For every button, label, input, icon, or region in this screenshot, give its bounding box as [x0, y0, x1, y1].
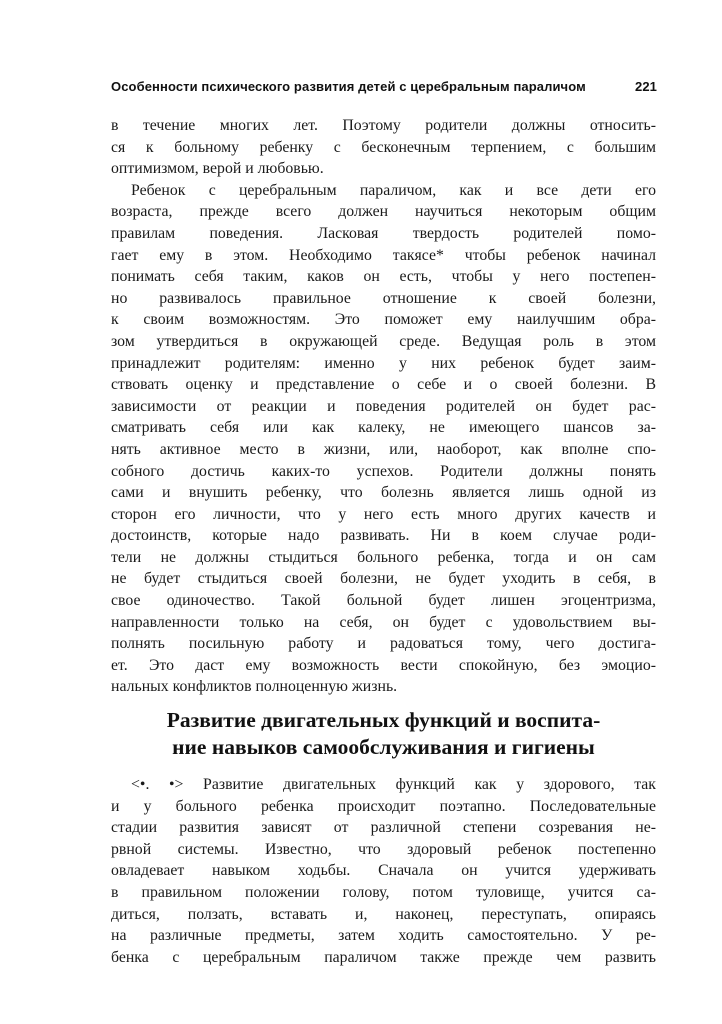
text-line: тели не должны стыдиться больного ребенка, тогда и он сам	[111, 548, 656, 566]
text-line: ся к больному ребенку с бесконечным терпением, с большим	[111, 138, 656, 156]
text-line: гает ему в этом. Необходимо такясе* чтобы ребенок начинал	[111, 246, 656, 264]
body-text-top	[111, 115, 656, 698]
text-line: нальных конфликтов полноценную жизнь.	[111, 678, 398, 696]
text-line: к своим возможностям. Это поможет ему наилучшим обра-	[111, 311, 656, 329]
section-heading-line: Развитие двигательных функций и воспита-	[166, 708, 601, 732]
text-line: сматривать себя или как калеку, не имеющего шансов за-	[111, 419, 656, 437]
text-line: правилам поведения. Ласковая твердость родителей помо-	[111, 224, 656, 242]
text-line: стадии развития зависят от различной степени созревания не-	[111, 819, 656, 837]
text-line: зом утвердиться в окружающей среде. Ведущая роль в этом	[111, 332, 656, 350]
running-header-title: Особенности психического развития детей с церебральным параличом	[111, 79, 586, 94]
body-text-bottom	[111, 774, 656, 968]
text-line: ет. Это даст ему возможность вести спокойную, без эмоцио-	[111, 656, 656, 674]
text-line: в правильном положении голову, потом туловище, учится са-	[111, 883, 656, 901]
text-line: собного достичь каких-то успехов. Родители должны понять	[111, 462, 656, 480]
text-line: принадлежит родителям: именно у них ребенок будет заим-	[111, 354, 656, 372]
text-line: в течение многих лет. Поэтому родители должны относить-	[111, 117, 656, 134]
text-line: не будет стыдиться своей болезни, не будет уходить в себя, в	[111, 570, 656, 588]
section-heading	[111, 707, 656, 761]
text-line: возраста, прежде всего должен научиться некоторым общим	[111, 203, 656, 221]
text-line: и у больного ребенка происходит поэтапно. Последовательные	[111, 797, 656, 815]
text-line: понимать себя таким, каков он есть, чтобы у него постепен-	[111, 268, 656, 286]
text-line: свое одиночество. Такой больной будет лишен эгоцентризма,	[111, 592, 656, 610]
text-line: зависимости от реакции и поведения родителей он будет рас-	[111, 397, 656, 415]
text-line: оптимизмом, верой и любовью.	[111, 160, 324, 178]
text-line: овладевает навыком ходьбы. Сначала он учится удерживать	[111, 862, 656, 880]
page-number: 221	[635, 79, 657, 94]
text-line: диться, ползать, вставать и, наконец, переступать, опираясь	[111, 905, 656, 923]
text-line: Ребенок с церебральным параличом, как и все дети его	[131, 181, 656, 199]
text-line: бенка с церебральным параличом также прежде чем развить	[111, 948, 656, 966]
running-header	[111, 79, 657, 94]
text-line: <•. •> Развитие двигательных функций как у здорового, так	[131, 776, 656, 793]
text-line: рвной системы. Известно, что здоровый ребенок постепенно	[111, 840, 656, 858]
text-line: нять активное место в жизни, или, наоборот, как вполне спо-	[111, 440, 656, 458]
text-line: на различные предметы, затем ходить самостоятельно. У ре-	[111, 927, 656, 945]
text-line: но развивалось правильное отношение к своей болезни,	[111, 289, 656, 307]
text-line: направленности только на себя, он будет с удовольствием вы-	[111, 613, 656, 631]
text-line: ствовать оценку и представление о себе и о своей болезни. В	[111, 376, 656, 394]
section-heading-line: ние навыков самообслуживания и гигиены	[172, 735, 595, 759]
text-line: сторон его личности, что у него есть много других качеств и	[111, 505, 656, 523]
text-line: сами и внушить ребенку, что болезнь является лишь одной из	[111, 484, 656, 502]
text-line: достоинств, которые надо развивать. Ни в коем случае роди-	[111, 527, 656, 545]
text-line: полнять посильную работу и радоваться тому, чего достига-	[111, 635, 656, 653]
